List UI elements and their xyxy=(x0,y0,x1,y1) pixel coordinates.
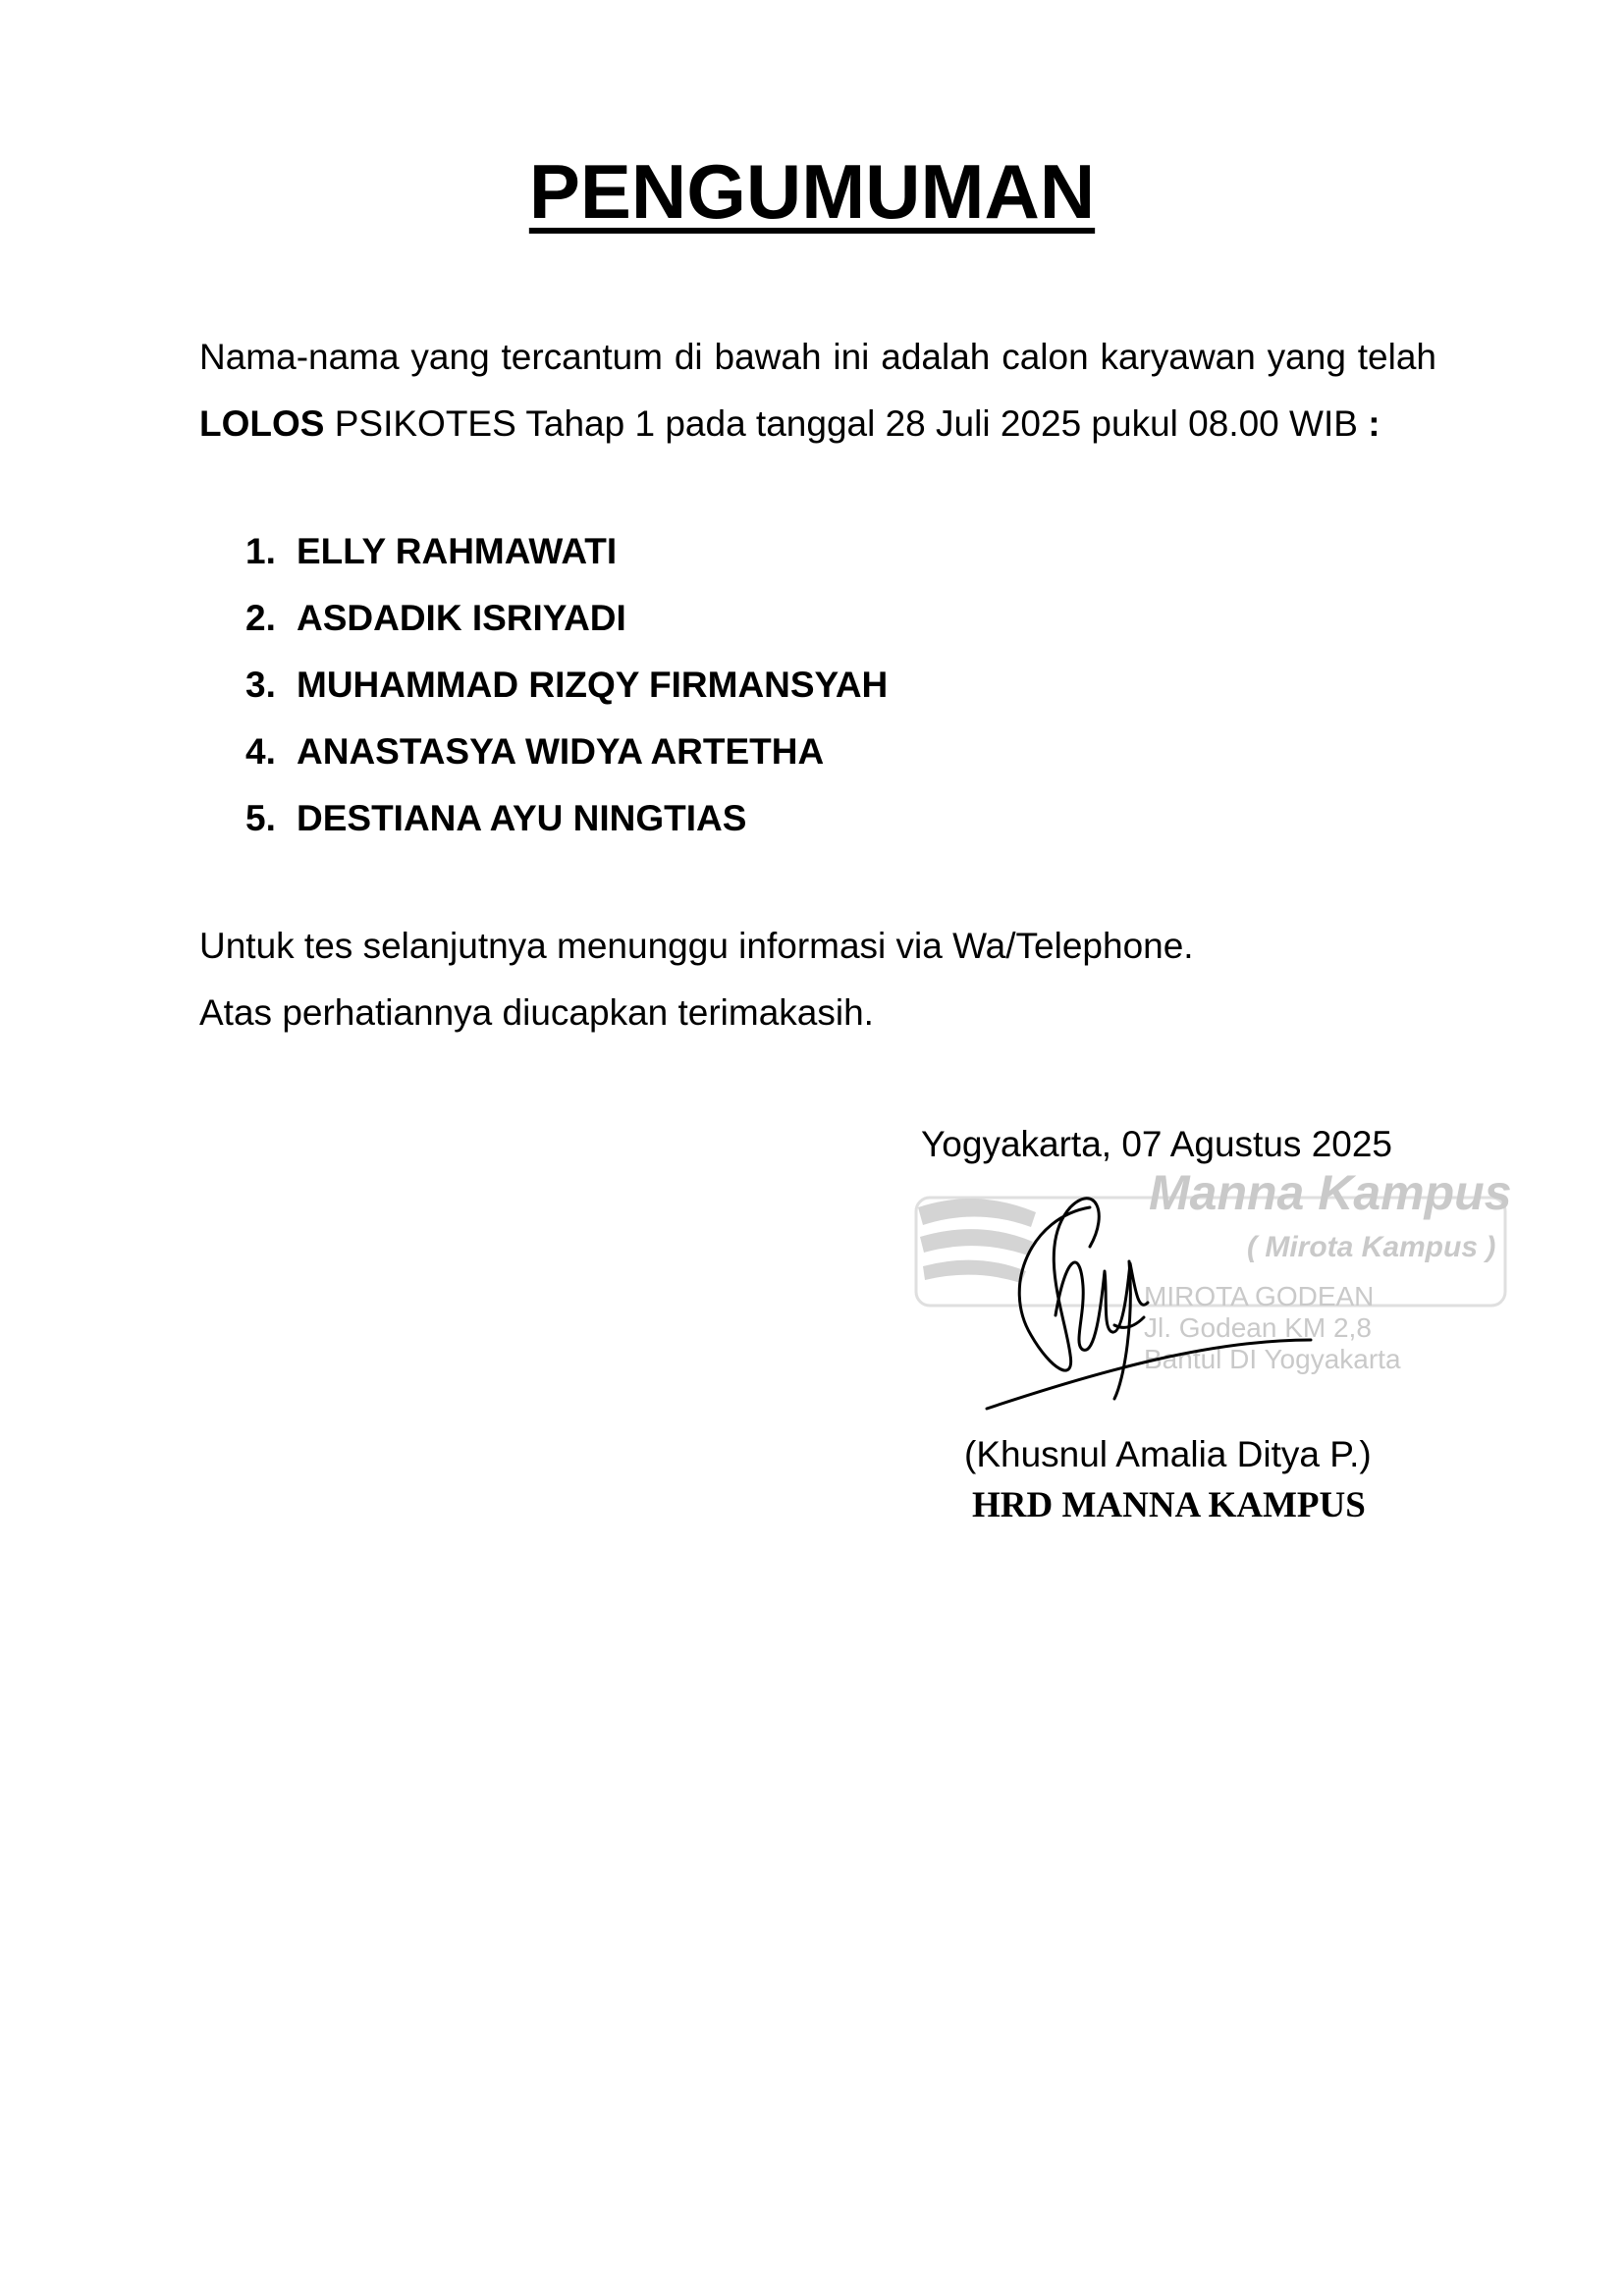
page-title: PENGUMUMAN xyxy=(528,148,1096,235)
closing-text xyxy=(199,913,1436,1046)
list-item xyxy=(245,719,1424,785)
list-item xyxy=(245,652,1424,719)
intro-text-part2: PSIKOTES Tahap 1 pada tanggal 28 Juli 2025 pukul 08.00 WIB xyxy=(324,403,1369,444)
list-item-name: MUHAMMAD RIZQY FIRMANSYAH xyxy=(297,665,889,705)
stamp-text-city: Bantul DI Yogyakarta xyxy=(1144,1344,1401,1374)
stamp-logo-icon xyxy=(918,1199,1036,1283)
place-date: Yogyakarta, 07 Agustus 2025 xyxy=(921,1124,1393,1164)
list-item-number: 3. xyxy=(245,665,276,705)
list-item-name: ASDADIK ISRIYADI xyxy=(297,598,626,638)
stamp-text-brand: Manna Kampus xyxy=(1149,1168,1512,1220)
stamp-text-branch: MIROTA GODEAN xyxy=(1144,1281,1375,1311)
signer-name: (Khusnul Amalia Ditya P.) xyxy=(964,1434,1372,1474)
intro-bold-lolos: LOLOS xyxy=(199,403,325,444)
list-item-number: 2. xyxy=(245,598,276,638)
list-item-name: ANASTASYA WIDYA ARTETHA xyxy=(297,731,825,772)
intro-text-part1: Nama-nama yang tercantum di bawah ini adalah calon karyawan yang telah xyxy=(199,337,1436,377)
list-item-number: 4. xyxy=(245,731,276,772)
company-stamp xyxy=(916,1168,1512,1374)
closing-line-info: Untuk tes selanjutnya menunggu informasi via Wa/Telephone. xyxy=(199,926,1194,966)
list-item-number: 5. xyxy=(245,798,276,838)
stamp-and-signature xyxy=(908,1168,1517,1423)
stamp-text-sub: ( Mirota Kampus ) xyxy=(1247,1231,1496,1263)
list-item xyxy=(245,518,1424,585)
closing-line-thanks: Atas perhatiannya diucapkan terimakasih. xyxy=(199,992,874,1033)
stamp-text-street: Jl. Godean KM 2,8 xyxy=(1144,1312,1372,1343)
list-item xyxy=(245,785,1424,852)
list-item-name: ELLY RAHMAWATI xyxy=(297,531,618,571)
intro-colon: : xyxy=(1368,403,1380,444)
candidate-list xyxy=(245,518,1424,852)
list-item-name: DESTIANA AYU NINGTIAS xyxy=(297,798,747,838)
signer-position: HRD MANNA KAMPUS xyxy=(972,1485,1366,1525)
list-item xyxy=(245,585,1424,652)
list-item-number: 1. xyxy=(245,531,276,571)
intro-paragraph xyxy=(199,324,1436,457)
